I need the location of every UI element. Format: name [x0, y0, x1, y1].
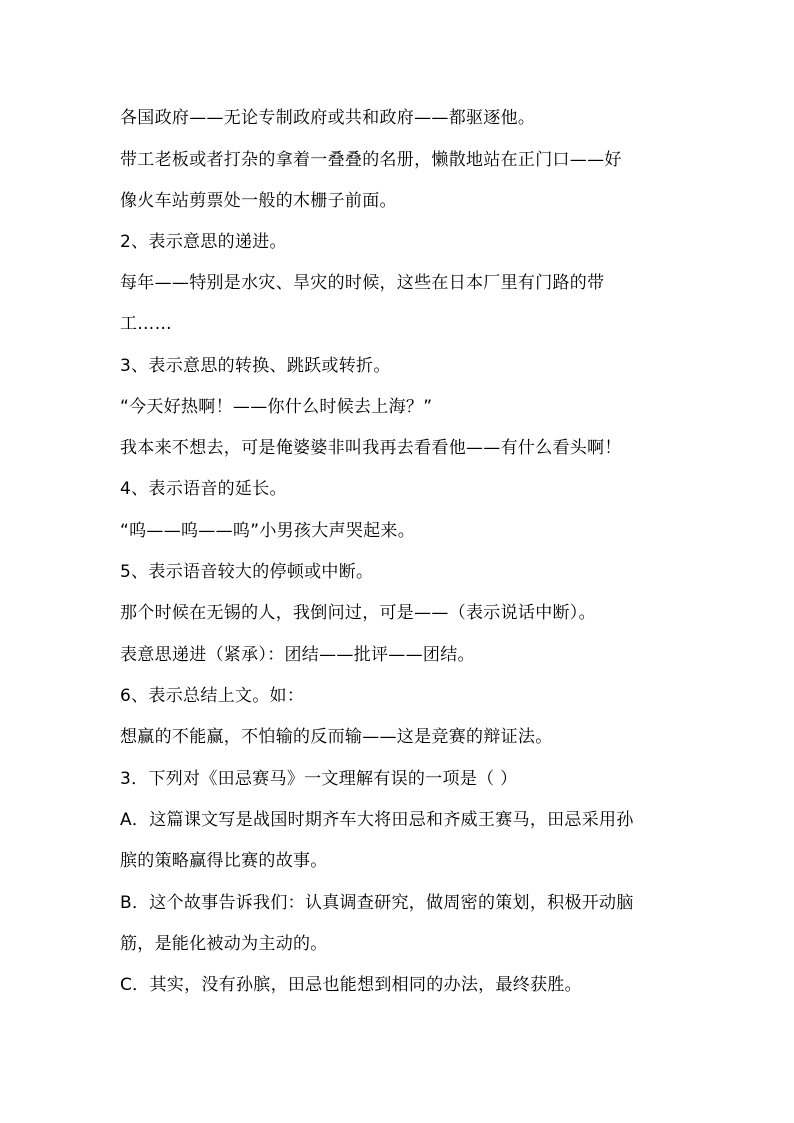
question-stem: 3．下列对《田忌赛马》一文理解有误的一项是（ ）: [120, 769, 518, 789]
text-line: 像火车站剪票处一般的木栅子前面。: [120, 191, 397, 211]
list-heading-5: 5、表示语音较大的停顿或中断。: [120, 562, 374, 582]
option-a-cont: 膑的策略赢得比赛的故事。: [120, 851, 328, 871]
text-line: 那个时候在无锡的人，我倒问过，可是——（表示说话中断）。: [120, 603, 596, 623]
list-heading-3: 3、表示意思的转换、跳跃或转折。: [120, 356, 391, 376]
list-heading-4: 4、表示语音的延长。: [120, 479, 287, 499]
option-a: A．这篇课文写是战国时期齐车大将田忌和齐威王赛马，田忌采用孙: [120, 810, 634, 830]
list-heading-6: 6、表示总结上文。如：: [120, 686, 305, 706]
text-line: 每年——特别是水灾、旱灾的时候，这些在日本厂里有门路的带: [120, 273, 605, 293]
text-line: 想赢的不能赢，不怕输的反而输——这是竞赛的辩证法。: [120, 727, 553, 747]
text-line: 表意思递进（紧承）：团结——批评——团结。: [120, 645, 475, 665]
text-line: 各国政府——无论专制政府或共和政府——都驱逐他。: [120, 108, 536, 128]
text-line: 我本来不想去，可是俺婆婆非叫我再去看看他——有什么看头啊！: [120, 438, 622, 458]
list-heading-2: 2、表示意思的递进。: [120, 232, 287, 252]
option-b: B．这个故事告诉我们：认真调查研究，做周密的策划，积极开动脑: [120, 893, 634, 913]
text-line: “呜——呜——呜”小男孩大声哭起来。: [120, 521, 416, 541]
text-line: 带工老板或者打杂的拿着一叠叠的名册，懒散地站在正门口——好: [120, 150, 622, 170]
text-line: “今天好热啊！——你什么时候去上海？”: [120, 397, 433, 417]
option-b-cont: 筋，是能化被动为主动的。: [120, 934, 328, 954]
text-line: 工……: [120, 314, 172, 334]
option-c: C．其实，没有孙膑，田忌也能想到相同的办法，最终获胜。: [120, 975, 582, 995]
